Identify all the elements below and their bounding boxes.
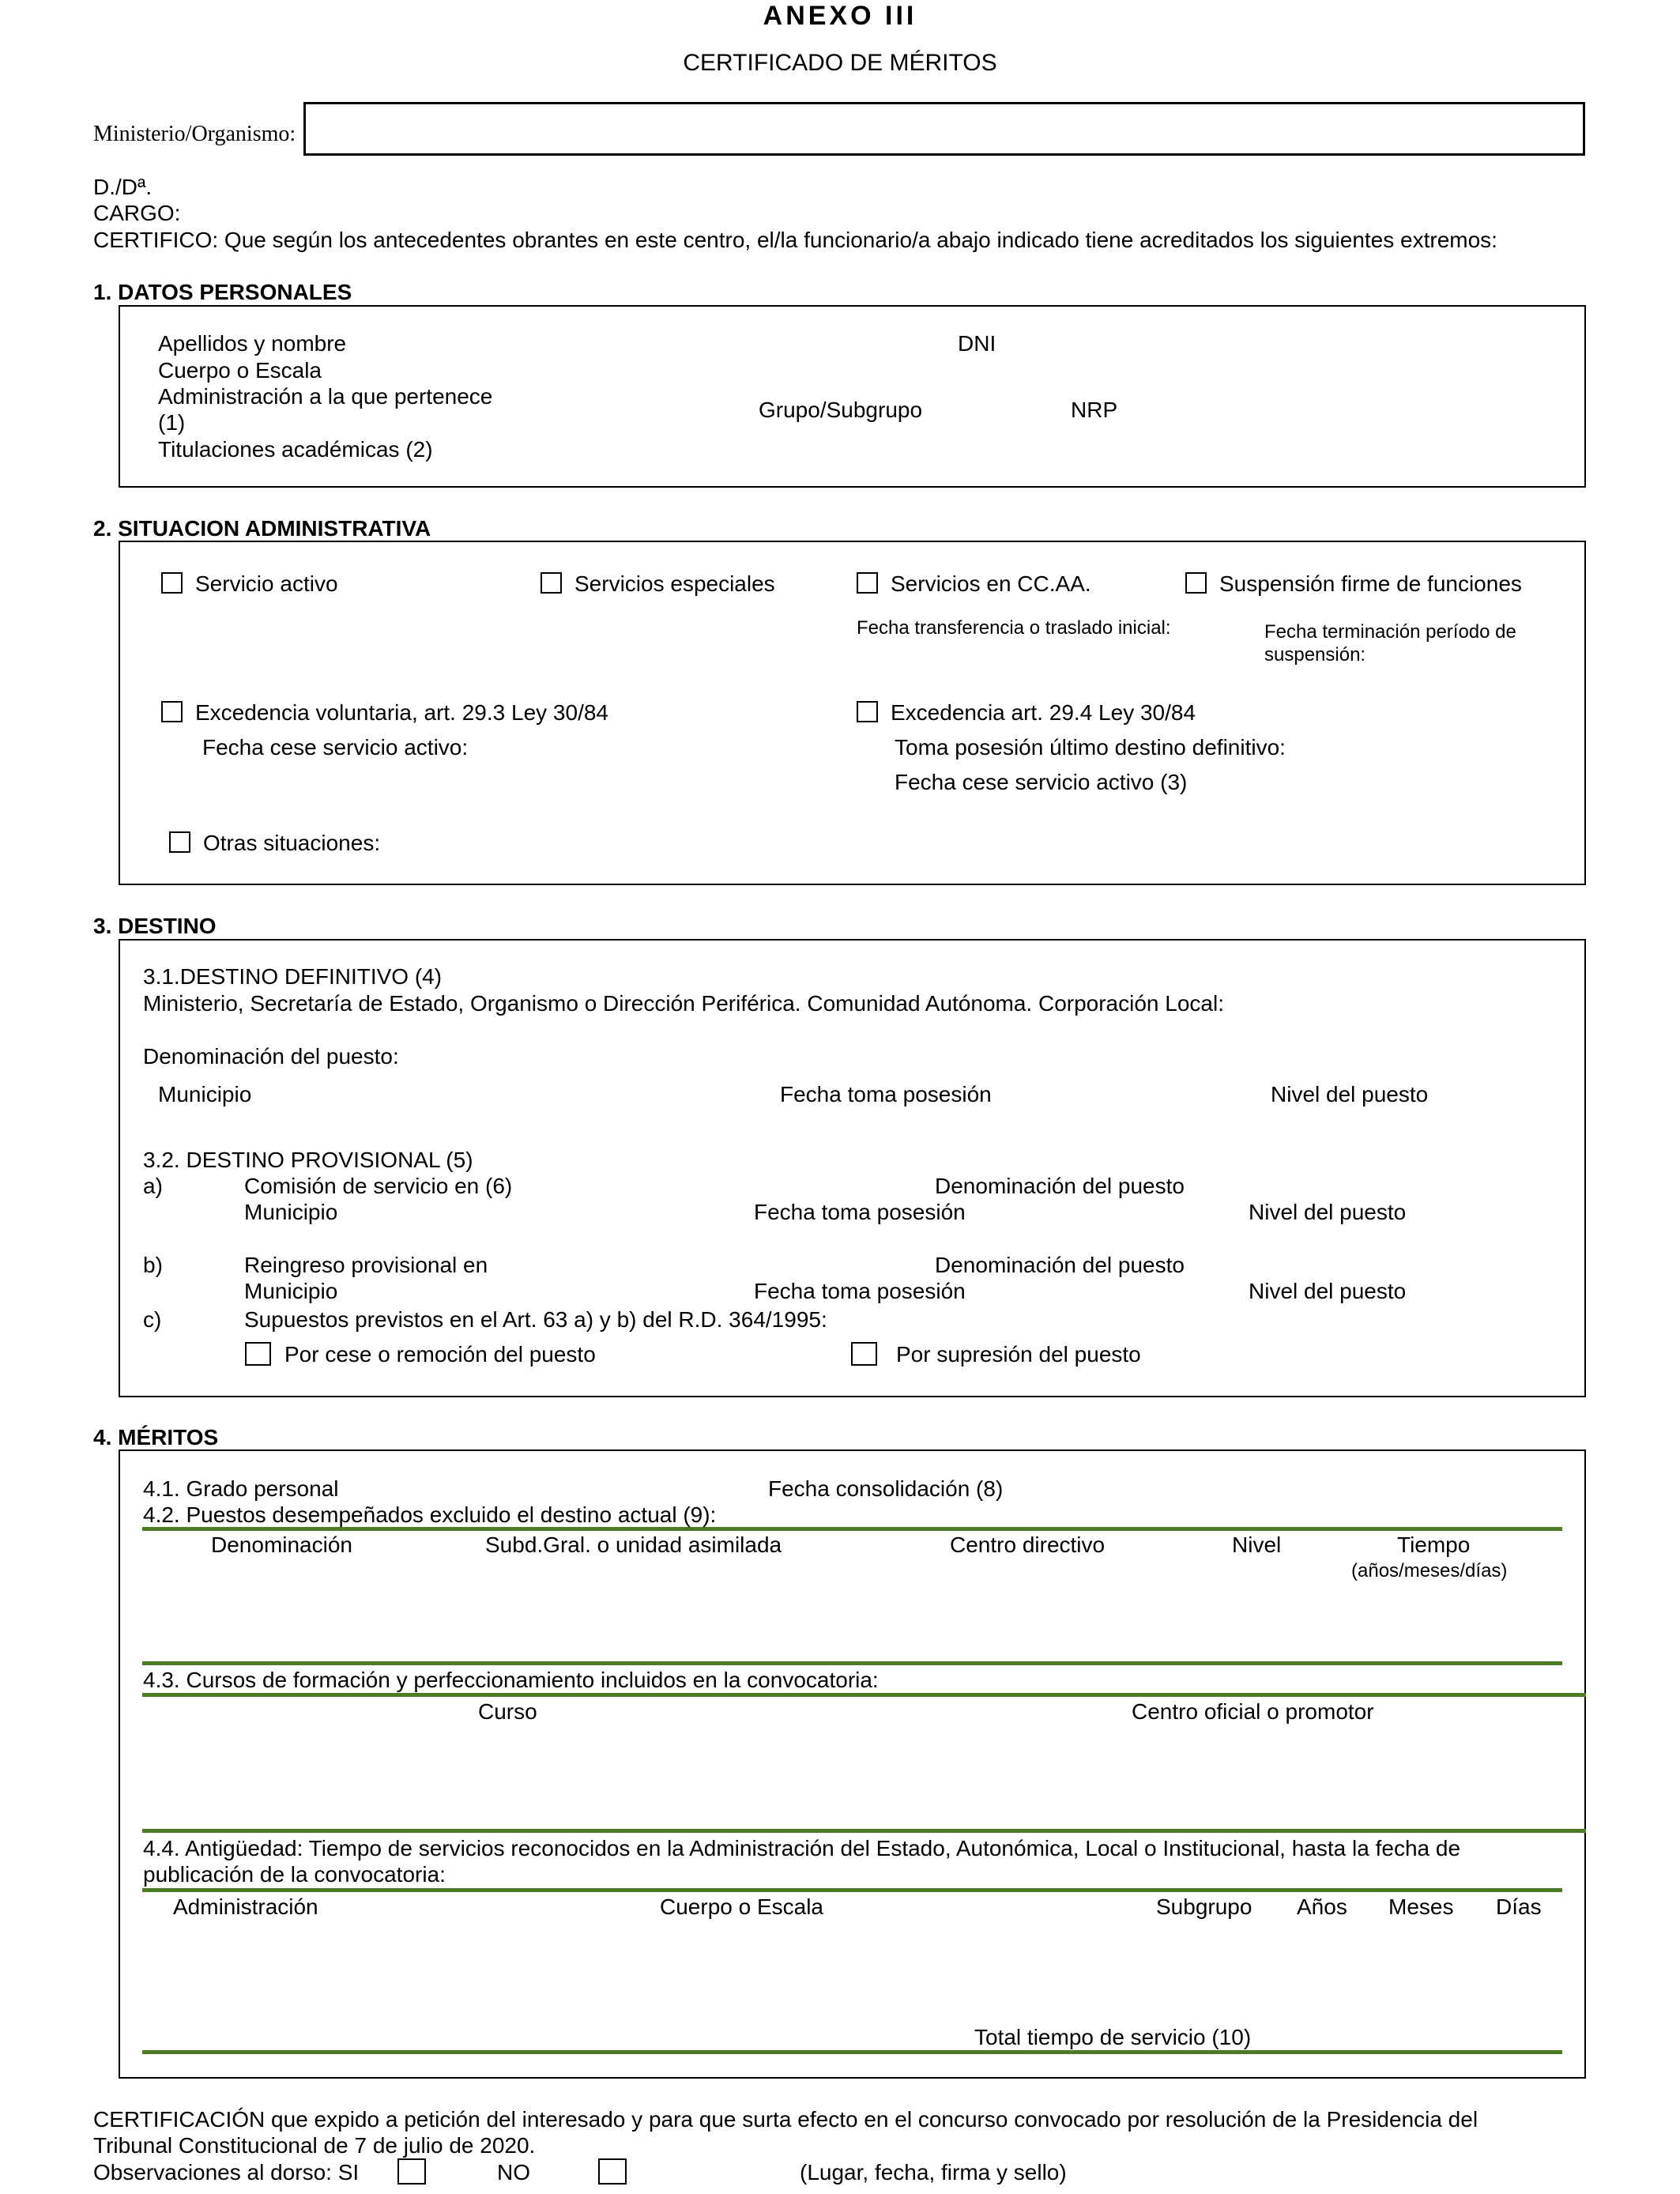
a-label: a) <box>143 1174 163 1198</box>
c-label: c) <box>143 1307 162 1332</box>
cursos-label: 4.3. Cursos de formación y perfeccionamiento incluidos en la convocatoria: <box>143 1668 879 1692</box>
lugar-fecha-label: (Lugar, fecha, firma y sello) <box>800 2160 1067 2185</box>
administracion-label: Administración a la que pertenece <box>158 384 493 409</box>
b-denominacion: Denominación del puesto <box>935 1253 1185 1277</box>
antiguedad-label-2: publicación de la convocatoria: <box>143 1862 446 1887</box>
a-municipio: Municipio <box>244 1200 338 1224</box>
servicios-especiales-label: Servicios especiales <box>574 571 775 596</box>
section1-title: 1. DATOS PERSONALES <box>93 280 352 304</box>
grado-personal-label: 4.1. Grado personal <box>143 1476 339 1501</box>
b-label: b) <box>143 1253 163 1277</box>
servicio-activo-label: Servicio activo <box>195 571 338 596</box>
supresion-label: Por supresión del puesto <box>896 1342 1141 1367</box>
col-cuerpo: Cuerpo o Escala <box>660 1894 824 1919</box>
observaciones-label: Observaciones al dorso: SI <box>93 2160 360 2185</box>
antiguedad-header-rule <box>142 1888 1562 1892</box>
certifico-text: CERTIFICO: Que según los antecedentes obrantes en este centro, el/la funcionario/a abajo indicado tiene acreditados los siguientes extremos: <box>93 228 1497 252</box>
administracion-note: (1) <box>158 410 186 435</box>
observaciones-no-checkbox[interactable] <box>598 2158 627 2185</box>
dni-label: DNI <box>958 331 996 356</box>
col-administracion: Administración <box>173 1894 318 1919</box>
col-tiempo-unit: (años/meses/días) <box>1351 1560 1508 1581</box>
section2-title: 2. SITUACION ADMINISTRATIVA <box>93 516 431 541</box>
col-centro-directivo: Centro directivo <box>950 1532 1106 1557</box>
col-anos: Años <box>1297 1894 1347 1919</box>
cese-remocion-checkbox[interactable] <box>245 1342 271 1366</box>
excedencia-294-label: Excedencia art. 29.4 Ley 30/84 <box>891 700 1196 725</box>
antiguedad-label-1: 4.4. Antigüedad: Tiempo de servicios reconocidos en la Administración del Estado, Autonómica, Local o Institucional, hasta la fecha de <box>143 1836 1461 1860</box>
don-label: D./Dª. <box>93 175 153 199</box>
destino-definitivo-title: 3.1.DESTINO DEFINITIVO (4) <box>143 964 443 989</box>
excedencia-voluntaria-label: Excedencia voluntaria, art. 29.3 Ley 30/84 <box>195 700 609 725</box>
destino-definitivo-fecha: Fecha toma posesión <box>780 1082 992 1106</box>
col-denominacion: Denominación <box>211 1532 352 1557</box>
toma-posesion-label: Toma posesión último destino definitivo: <box>895 735 1286 760</box>
destino-provisional-title: 3.2. DESTINO PROVISIONAL (5) <box>143 1148 473 1172</box>
section4-title: 4. MÉRITOS <box>93 1425 219 1449</box>
b-nivel: Nivel del puesto <box>1249 1279 1407 1303</box>
total-rule <box>142 2050 1562 2054</box>
nrp-label: NRP <box>1071 398 1118 422</box>
fecha-terminacion-label-2: suspensión: <box>1264 644 1366 665</box>
total-tiempo-label: Total tiempo de servicio (10) <box>974 2025 1252 2049</box>
col-centro-oficial: Centro oficial o promotor <box>1132 1699 1374 1724</box>
a-fecha: Fecha toma posesión <box>754 1200 966 1224</box>
excedencia-294-checkbox[interactable] <box>857 701 878 722</box>
b-municipio: Municipio <box>244 1279 338 1303</box>
observaciones-si-checkbox[interactable] <box>397 2158 426 2185</box>
a-nivel: Nivel del puesto <box>1249 1200 1407 1224</box>
suspension-label: Suspensión firme de funciones <box>1219 571 1522 596</box>
servicio-activo-checkbox[interactable] <box>161 572 183 594</box>
fecha-cese-label: Fecha cese servicio activo: <box>202 735 469 760</box>
apellidos-label: Apellidos y nombre <box>158 331 347 356</box>
col-subd: Subd.Gral. o unidad asimilada <box>485 1532 782 1557</box>
destino-definitivo-ministerio: Ministerio, Secretaría de Estado, Organismo o Dirección Periférica. Comunidad Autónoma. Corporación Local: <box>143 991 1224 1016</box>
col-dias: Días <box>1496 1894 1542 1919</box>
c-supuestos: Supuestos previstos en el Art. 63 a) y b) del R.D. 364/1995: <box>244 1307 827 1332</box>
cursos-bottom-rule <box>142 1829 1586 1833</box>
a-denominacion: Denominación del puesto <box>935 1174 1185 1198</box>
ministry-input[interactable] <box>303 102 1585 156</box>
puestos-bottom-rule <box>142 1661 1562 1665</box>
col-subgrupo: Subgrupo <box>1156 1894 1252 1919</box>
fecha-terminacion-label-1: Fecha terminación período de <box>1264 621 1516 643</box>
certificacion-text-2: Tribunal Constitucional de 7 de julio de 2020. <box>93 2133 536 2158</box>
suspension-checkbox[interactable] <box>1185 572 1207 594</box>
cese-remocion-label: Por cese o remoción del puesto <box>284 1342 596 1367</box>
destino-definitivo-nivel: Nivel del puesto <box>1271 1082 1429 1106</box>
a-comision: Comisión de servicio en (6) <box>244 1174 513 1198</box>
otras-situaciones-checkbox[interactable] <box>169 831 190 853</box>
fecha-cese-3-label: Fecha cese servicio activo (3) <box>895 770 1188 794</box>
document-title: CERTIFICADO DE MÉRITOS <box>683 50 997 76</box>
ministry-label: Ministerio/Organismo: <box>93 122 296 146</box>
col-meses: Meses <box>1388 1894 1454 1919</box>
otras-situaciones-label: Otras situaciones: <box>203 831 381 855</box>
b-fecha: Fecha toma posesión <box>754 1279 966 1303</box>
puestos-desempenados-label: 4.2. Puestos desempeñados excluido el destino actual (9): <box>143 1502 717 1527</box>
cursos-header-rule <box>142 1693 1586 1697</box>
destino-definitivo-denominacion: Denominación del puesto: <box>143 1044 399 1069</box>
servicios-especiales-checkbox[interactable] <box>541 572 562 594</box>
titulaciones-label: Titulaciones académicas (2) <box>158 437 433 462</box>
fecha-consolidacion-label: Fecha consolidación (8) <box>768 1476 1004 1501</box>
col-curso: Curso <box>478 1699 537 1724</box>
puestos-header-rule <box>142 1527 1562 1531</box>
col-nivel: Nivel <box>1232 1532 1282 1557</box>
certificacion-text-1: CERTIFICACIÓN que expido a petición del interesado y para que surta efecto en el concurso convocado por resolución de la Presidencia del <box>93 2107 1478 2132</box>
supresion-checkbox[interactable] <box>851 1342 877 1366</box>
col-tiempo: Tiempo <box>1397 1532 1471 1557</box>
destino-definitivo-municipio: Municipio <box>158 1082 252 1106</box>
servicios-ccaa-checkbox[interactable] <box>857 572 878 594</box>
excedencia-voluntaria-checkbox[interactable] <box>161 701 183 722</box>
section3-title: 3. DESTINO <box>93 914 217 938</box>
cuerpo-label: Cuerpo o Escala <box>158 358 322 383</box>
servicios-ccaa-label: Servicios en CC.AA. <box>891 571 1091 596</box>
grupo-label: Grupo/Subgrupo <box>759 398 923 422</box>
fecha-transferencia-label: Fecha transferencia o traslado inicial: <box>857 617 1171 639</box>
observaciones-no-label: NO <box>497 2160 530 2185</box>
b-reingreso: Reingreso provisional en <box>244 1253 488 1277</box>
cargo-label: CARGO: <box>93 201 181 225</box>
annex-title: ANEXO III <box>763 1 917 31</box>
